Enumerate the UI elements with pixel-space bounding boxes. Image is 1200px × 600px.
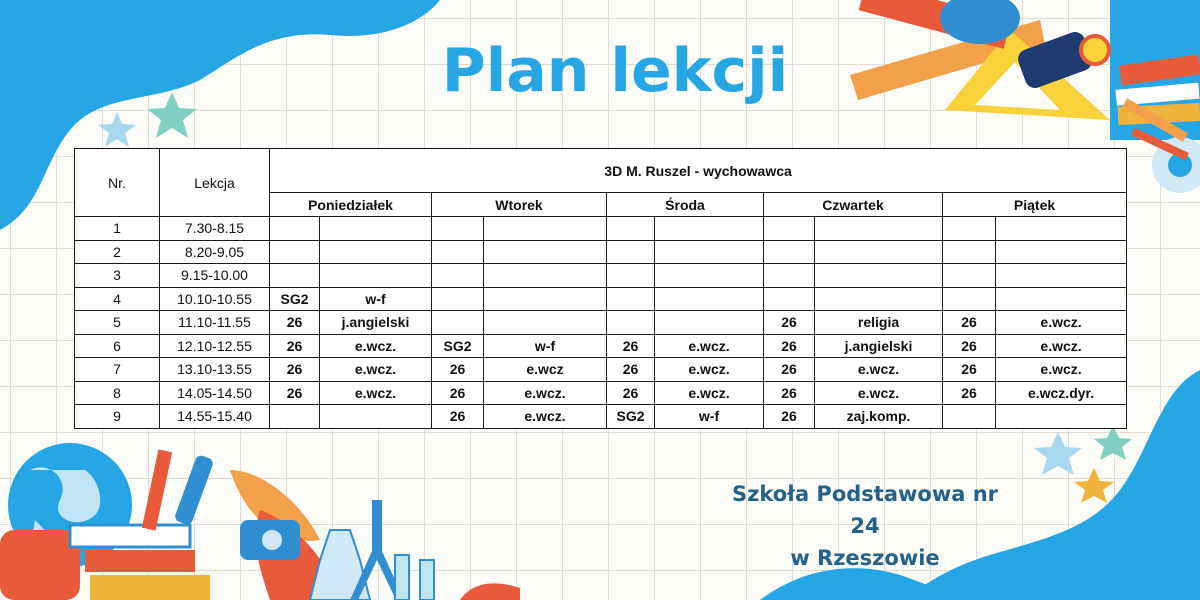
lesson-row <box>75 287 1127 311</box>
room-cell <box>943 240 996 264</box>
lesson-row <box>75 240 1127 264</box>
lesson-number: 3 <box>75 264 160 288</box>
class-header: 3D M. Ruszel - wychowawca <box>270 149 1127 193</box>
column-header-lesson: Lekcja <box>160 149 270 217</box>
room-cell <box>607 287 655 311</box>
lesson-time: 7.30-8.15 <box>160 217 270 241</box>
subject-cell: e.wcz. <box>320 358 432 382</box>
room-cell <box>943 217 996 241</box>
lesson-number: 9 <box>75 405 160 429</box>
room-cell: 26 <box>270 311 320 335</box>
room-cell <box>607 311 655 335</box>
subject-cell <box>484 264 607 288</box>
lesson-time: 14.55-15.40 <box>160 405 270 429</box>
room-cell <box>432 217 484 241</box>
star-icon <box>1094 426 1132 460</box>
subject-cell <box>320 405 432 429</box>
school-name <box>720 478 1010 574</box>
subject-cell: j.angielski <box>815 334 943 358</box>
subject-cell <box>815 240 943 264</box>
school-name-line1: Szkoła Podstawowa nr 24 <box>731 482 999 538</box>
day-header-tuesday: Wtorek <box>432 193 607 217</box>
subject-cell <box>484 287 607 311</box>
lesson-row <box>75 217 1127 241</box>
subject-cell: w-f <box>484 334 607 358</box>
room-cell: 26 <box>432 405 484 429</box>
subject-cell <box>320 240 432 264</box>
lesson-row <box>75 358 1127 382</box>
room-cell <box>764 217 815 241</box>
room-cell <box>607 240 655 264</box>
room-cell <box>270 240 320 264</box>
room-cell <box>270 405 320 429</box>
room-cell: 26 <box>607 358 655 382</box>
lesson-row <box>75 311 1127 335</box>
subject-cell <box>996 240 1127 264</box>
subject-cell: w-f <box>320 287 432 311</box>
room-cell: 26 <box>943 334 996 358</box>
lesson-time: 9.15-10.00 <box>160 264 270 288</box>
subject-cell: e.wcz. <box>655 381 764 405</box>
header-row <box>75 149 1127 193</box>
subject-cell: j.angielski <box>320 311 432 335</box>
bottom-left-supplies <box>0 443 520 600</box>
room-cell: 26 <box>607 334 655 358</box>
room-cell: 26 <box>943 381 996 405</box>
subject-cell: e.wcz. <box>484 381 607 405</box>
lesson-time: 12.10-12.55 <box>160 334 270 358</box>
room-cell: 26 <box>764 381 815 405</box>
subject-cell <box>655 217 764 241</box>
subject-cell: e.wcz. <box>996 358 1127 382</box>
subject-cell <box>655 287 764 311</box>
room-cell: 26 <box>764 334 815 358</box>
subject-cell <box>815 264 943 288</box>
room-cell: 26 <box>943 358 996 382</box>
subject-cell: e.wcz <box>484 358 607 382</box>
subject-cell: e.wcz. <box>996 334 1127 358</box>
subject-cell: e.wcz.dyr. <box>996 381 1127 405</box>
lesson-number: 5 <box>75 311 160 335</box>
lesson-number: 1 <box>75 217 160 241</box>
room-cell <box>943 287 996 311</box>
lesson-row <box>75 264 1127 288</box>
room-cell <box>270 217 320 241</box>
day-header-wednesday: Środa <box>607 193 764 217</box>
room-cell: 26 <box>943 311 996 335</box>
subject-cell: zaj.komp. <box>815 405 943 429</box>
subject-cell <box>484 311 607 335</box>
room-cell <box>764 240 815 264</box>
room-cell: 26 <box>432 381 484 405</box>
subject-cell <box>320 264 432 288</box>
lesson-number: 6 <box>75 334 160 358</box>
lesson-number: 8 <box>75 381 160 405</box>
day-header-friday: Piątek <box>943 193 1127 217</box>
star-icon <box>98 112 136 147</box>
subject-cell <box>996 405 1127 429</box>
subject-cell <box>996 217 1127 241</box>
subject-cell: w-f <box>655 405 764 429</box>
room-cell: 26 <box>764 358 815 382</box>
subject-cell: e.wcz. <box>320 334 432 358</box>
subject-cell: e.wcz. <box>655 358 764 382</box>
subject-cell <box>996 287 1127 311</box>
subject-cell: e.wcz. <box>484 405 607 429</box>
school-name-line2: w Rzeszowie <box>790 546 940 570</box>
room-cell: 26 <box>764 405 815 429</box>
subject-cell: e.wcz. <box>320 381 432 405</box>
lesson-time: 13.10-13.55 <box>160 358 270 382</box>
room-cell: SG2 <box>607 405 655 429</box>
room-cell <box>943 264 996 288</box>
subject-cell <box>815 287 943 311</box>
room-cell: 26 <box>764 311 815 335</box>
room-cell <box>432 264 484 288</box>
subject-cell <box>655 240 764 264</box>
room-cell: 26 <box>270 381 320 405</box>
lesson-number: 7 <box>75 358 160 382</box>
room-cell: 26 <box>432 358 484 382</box>
page-title: Plan lekcji <box>441 36 789 106</box>
lesson-time: 11.10-11.55 <box>160 311 270 335</box>
room-cell <box>270 264 320 288</box>
room-cell <box>764 287 815 311</box>
lesson-row <box>75 334 1127 358</box>
room-cell: SG2 <box>270 287 320 311</box>
lesson-time: 8.20-9.05 <box>160 240 270 264</box>
subject-cell <box>996 264 1127 288</box>
day-header-thursday: Czwartek <box>764 193 943 217</box>
star-icon <box>1074 468 1114 503</box>
subject-cell: e.wcz. <box>996 311 1127 335</box>
column-header-nr: Nr. <box>75 149 160 217</box>
lesson-number: 4 <box>75 287 160 311</box>
subject-cell <box>484 217 607 241</box>
room-cell <box>764 264 815 288</box>
subject-cell <box>320 217 432 241</box>
room-cell <box>607 217 655 241</box>
subject-cell: e.wcz. <box>815 358 943 382</box>
room-cell <box>607 264 655 288</box>
room-cell <box>943 405 996 429</box>
lesson-row <box>75 405 1127 429</box>
room-cell <box>432 311 484 335</box>
room-cell <box>432 240 484 264</box>
day-header-monday: Poniedziałek <box>270 193 432 217</box>
room-cell: 26 <box>270 358 320 382</box>
lesson-number: 2 <box>75 240 160 264</box>
subject-cell: religia <box>815 311 943 335</box>
lesson-time: 10.10-10.55 <box>160 287 270 311</box>
subject-cell <box>484 240 607 264</box>
subject-cell <box>655 311 764 335</box>
subject-cell: e.wcz. <box>815 381 943 405</box>
room-cell: SG2 <box>432 334 484 358</box>
star-icon <box>1034 432 1082 475</box>
schedule-table <box>74 148 1127 429</box>
lesson-time: 14.05-14.50 <box>160 381 270 405</box>
lesson-row <box>75 381 1127 405</box>
room-cell: 26 <box>270 334 320 358</box>
room-cell <box>432 287 484 311</box>
room-cell: 26 <box>607 381 655 405</box>
subject-cell: e.wcz. <box>655 334 764 358</box>
subject-cell <box>655 264 764 288</box>
subject-cell <box>815 217 943 241</box>
